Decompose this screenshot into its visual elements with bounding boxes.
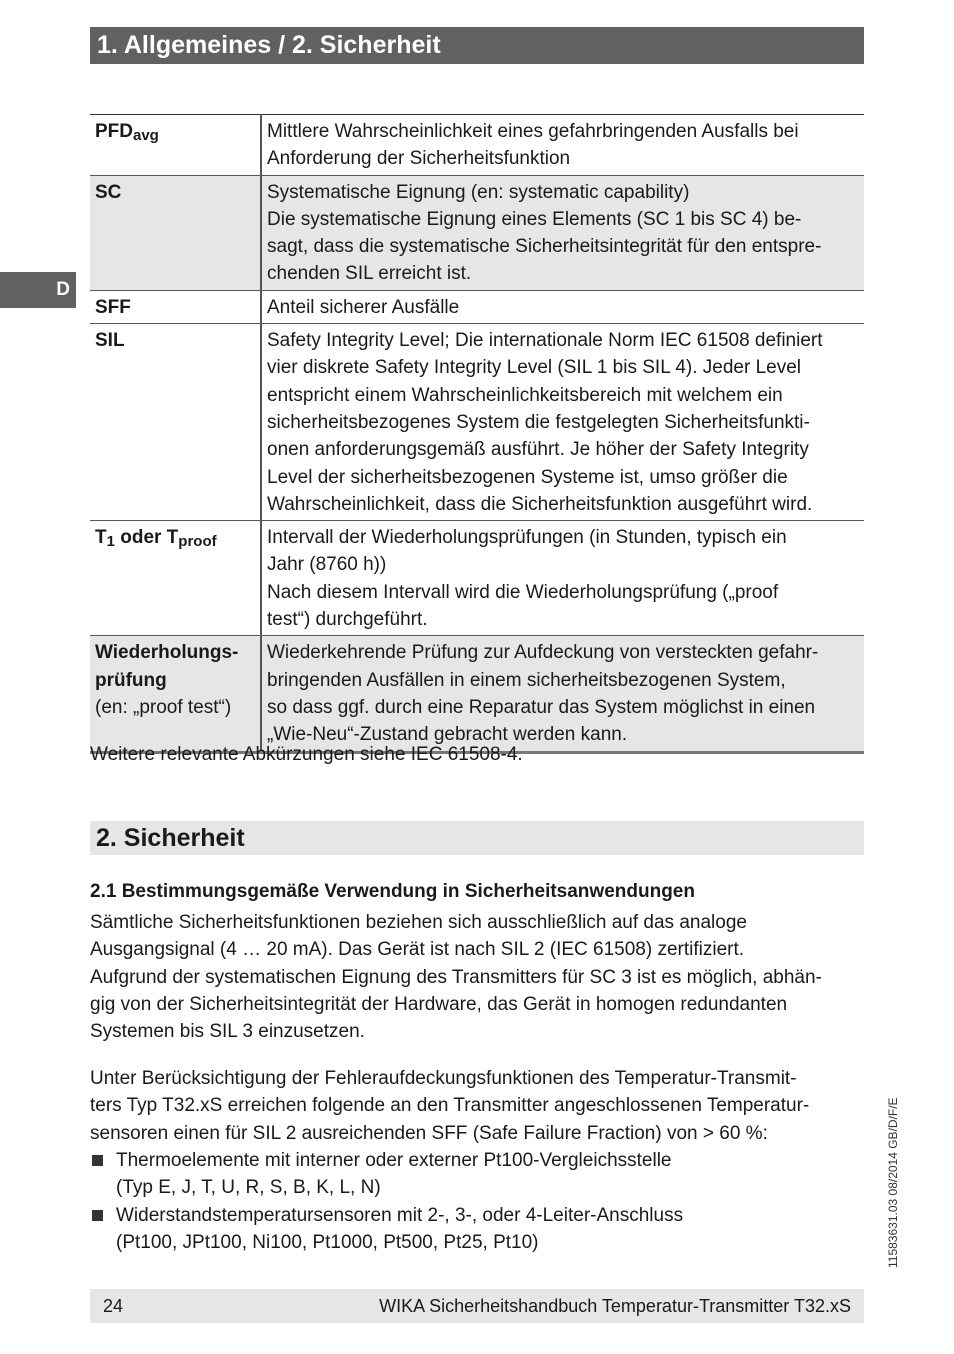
page-number: 24 — [103, 1296, 124, 1316]
definition-cell — [261, 636, 864, 752]
subsection-heading: 2.1 Bestimmungsgemäße Verwendung in Sicherheitsanwendungen — [90, 881, 695, 902]
footer-title: WIKA Sicherheitshandbuch Temperatur-Transmitter T32.xS — [379, 1296, 851, 1316]
document-code: 11583631.03 08/2014 GB/D/F/E — [886, 1097, 900, 1268]
definition-cell — [261, 521, 864, 636]
definition-line: sagt, dass die systematische Sicherheitsintegrität für den entspre- — [267, 236, 822, 258]
definition-line: Wiederkehrende Prüfung zur Aufdeckung von versteckten gefahr- — [267, 642, 819, 664]
term-text: prüfung — [95, 669, 167, 691]
definition-line: Die systematische Eignung eines Elements (SC 1 bis SC 4) be- — [267, 208, 802, 230]
paragraph-line: Systemen bis SIL 3 einzusetzen. — [90, 1021, 365, 1043]
paragraph-line: Ausgangsignal (4 … 20 mA). Das Gerät ist nach SIL 2 (IEC 61508) zertifiziert. — [90, 939, 745, 961]
table-row — [90, 636, 864, 752]
paragraph-line: Unter Berücksichtigung der Fehleraufdeckungsfunktionen des Temperatur-Transmit- — [90, 1068, 797, 1089]
term-cell: SIL — [90, 324, 261, 521]
list-item-line: (Pt100, JPt100, Ni100, Pt1000, Pt500, Pt25, Pt10) — [116, 1231, 539, 1253]
definition-line: „Wie-Neu“-Zustand gebracht werden kann. — [267, 724, 628, 746]
term-text: oder T — [114, 527, 179, 549]
paragraph-line: ters Typ T32.xS erreichen folgende an den Transmitter angeschlossenen Temperatur- — [90, 1095, 810, 1117]
definition-cell — [261, 175, 864, 290]
term-text: Wiederholungs- — [95, 642, 239, 664]
definition-line: Anforderung der Sicherheitsfunktion — [267, 148, 571, 170]
term-cell — [90, 636, 261, 752]
list-item-line: (Typ E, J, T, U, R, S, B, K, L, N) — [116, 1177, 381, 1199]
chapter-header: 1. Allgemeines / 2. Sicherheit — [90, 27, 864, 64]
definition-line: Level der sicherheitsbezogenen Systeme ist, umso größer die — [267, 466, 788, 488]
definition-line: so dass ggf. durch eine Reparatur das System möglichst in einen — [267, 696, 816, 718]
definition-cell — [261, 115, 864, 176]
definition-cell — [261, 290, 864, 323]
table-row — [90, 324, 864, 521]
list-item-line: Thermoelemente mit interner oder externer Pt100-Vergleichsstelle — [116, 1150, 672, 1171]
section-title: 2. Sicherheit — [90, 821, 864, 855]
definition-line: bringenden Ausfällen in einem sicherheitsbezogenen System, — [267, 669, 786, 691]
definition-line: Intervall der Wiederholungsprüfungen (in Stunden, typisch ein — [267, 527, 787, 549]
paragraph-line: sensoren einen für SIL 2 ausreichenden SFF (Safe Failure Fraction) von > 60 %: — [90, 1122, 768, 1144]
table-row — [90, 290, 864, 323]
definition-line: Safety Integrity Level; Die internationale Norm IEC 61508 definiert — [267, 330, 823, 352]
term-subscript: proof — [178, 533, 217, 551]
definition-line: Mittlere Wahrscheinlichkeit eines gefahrbringenden Ausfalls bei — [267, 121, 799, 142]
definition-line: test“) durchgeführt. — [267, 609, 428, 631]
paragraph — [90, 1065, 870, 1147]
paragraph-line: Sämtliche Sicherheitsfunktionen beziehen sich ausschließlich auf das analoge — [90, 912, 747, 933]
definition-line: sicherheitsbezogenes System die festgelegten Sicherheitsfunkti- — [267, 411, 810, 433]
term-text: PFD — [95, 121, 133, 142]
paragraph-line: gig von der Sicherheitsintegrität der Hardware, das Gerät in homogen redundanten — [90, 993, 788, 1015]
term-subscript: 1 — [106, 533, 115, 551]
abbreviation-note: Weitere relevante Abkürzungen siehe IEC 61508-4. — [90, 744, 523, 765]
list-item-line: Widerstandstemperatursensoren mit 2-, 3-, oder 4-Leiter-Anschluss — [116, 1204, 684, 1226]
list-item — [90, 1147, 683, 1202]
table-row — [90, 175, 864, 290]
table-row — [90, 115, 864, 176]
term-cell: SC — [90, 175, 261, 290]
definition-line: Wahrscheinlichkeit, dass die Sicherheitsfunktion ausgeführt wird. — [267, 493, 813, 515]
definition-line: vier diskrete Safety Integrity Level (SIL 1 bis SIL 4). Jeder Level — [267, 357, 802, 379]
term-cell — [90, 115, 261, 176]
term-cell — [90, 521, 261, 636]
term-cell: SFF — [90, 290, 261, 323]
language-tab: D — [0, 272, 76, 308]
definition-line: entspricht einem Wahrscheinlichkeitsbereich mit welchem ein — [267, 384, 783, 406]
definition-line: Jahr (8760 h)) — [267, 554, 387, 576]
square-bullet-icon — [92, 1210, 103, 1221]
paragraph-line: Aufgrund der systematischen Eignung des Transmitters für SC 3 ist es möglich, abhän- — [90, 966, 822, 988]
definition-line: Systematische Eignung (en: systematic capability) — [267, 181, 690, 203]
square-bullet-icon — [92, 1155, 103, 1166]
bullet-list — [90, 1147, 683, 1256]
page-footer — [90, 1289, 864, 1323]
definition-line: Nach diesem Intervall wird die Wiederholungsprüfung („proof — [267, 581, 779, 603]
definition-line: Anteil sicherer Ausfälle — [267, 296, 460, 318]
definition-cell — [261, 324, 864, 521]
term-subscript: avg — [133, 127, 159, 144]
definition-line: chenden SIL erreicht ist. — [267, 263, 472, 285]
paragraph — [90, 909, 870, 1045]
definition-line: onen anforderungsgemäß ausführt. Je höher der Safety Integrity — [267, 439, 809, 461]
term-text: T — [95, 527, 107, 549]
list-item — [90, 1202, 683, 1257]
term-note: (en: „proof test“) — [95, 696, 232, 718]
abbreviation-table — [90, 114, 864, 754]
table-row — [90, 521, 864, 636]
